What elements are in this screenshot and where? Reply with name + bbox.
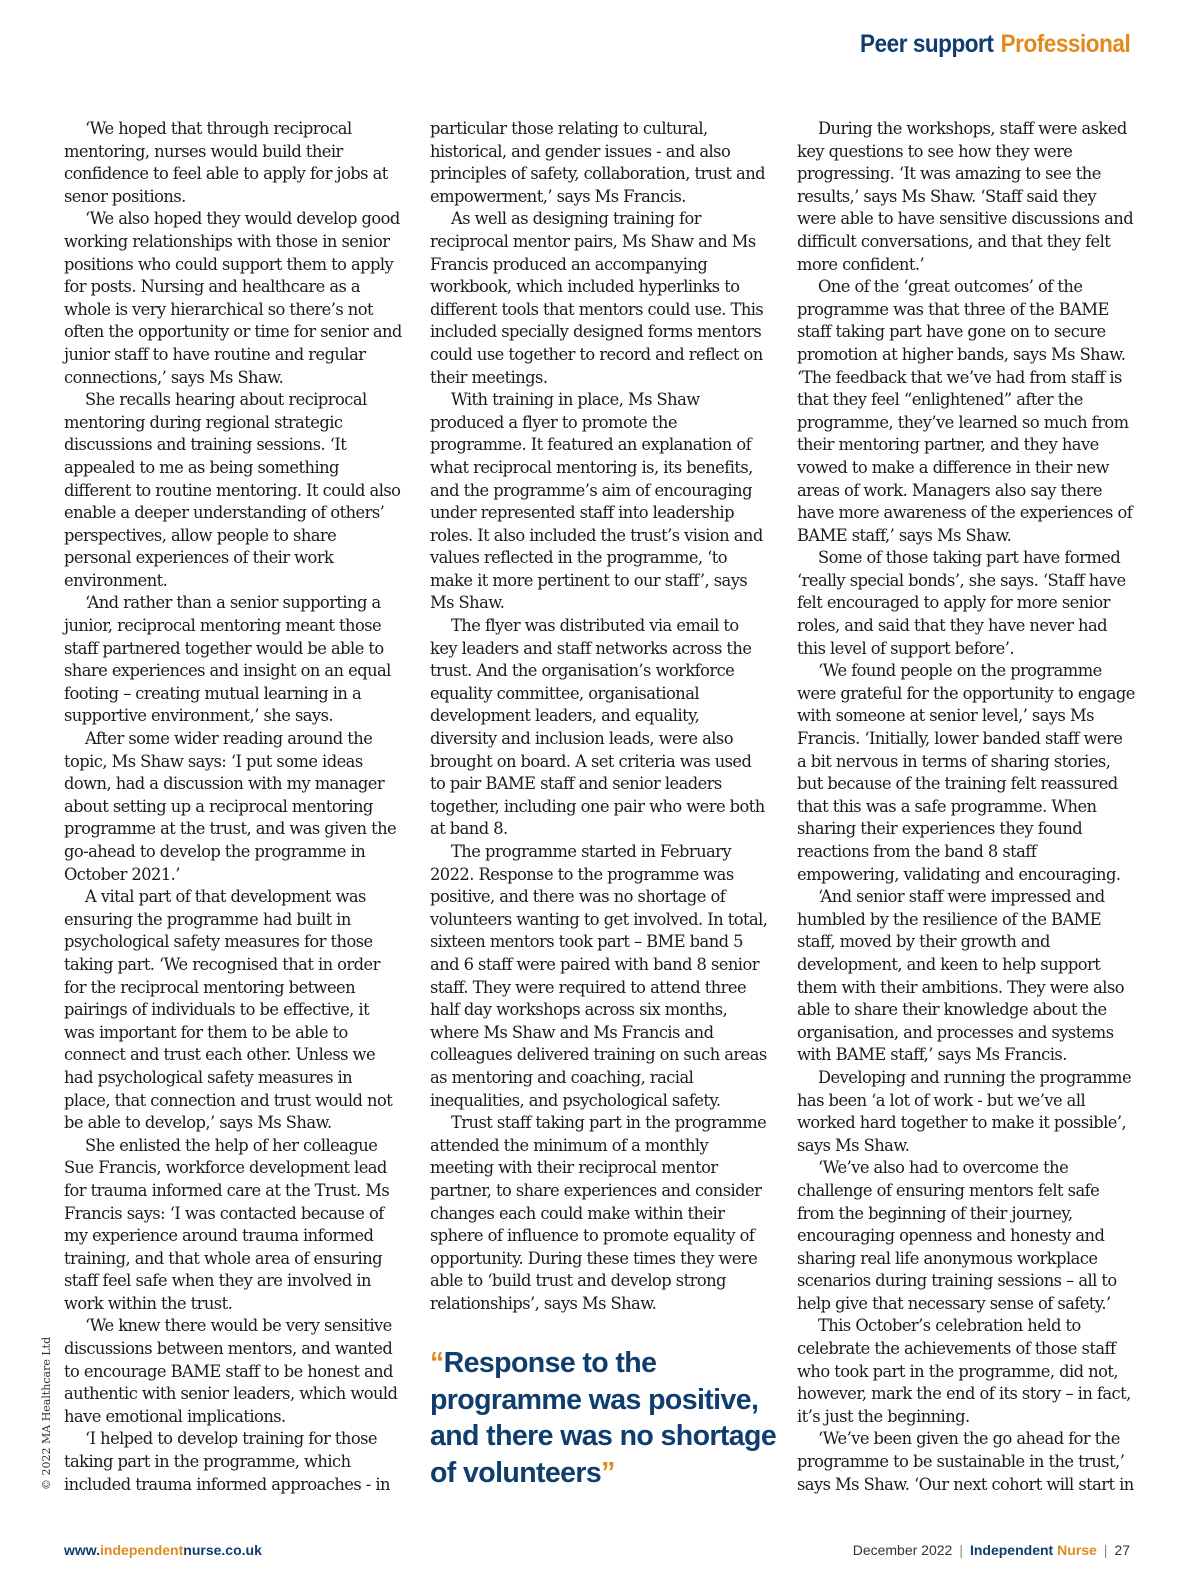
- publication-name-part1: Independent: [969, 1542, 1054, 1558]
- section-title: Peer support: [859, 30, 994, 58]
- website-link[interactable]: [64, 1542, 262, 1558]
- paragraph: One of the ‘great outcomes’ of the programme was that three of the BAME staff taking part have gone on to secure promotion at higher bands, says Ms Shaw. ‘The feedback that we’ve had from staff is that they feel “enlightened” after the programme, they’ve learned so much from their mentoring partner, and they have vowed to make a difference in their new areas of work. Managers also say there have more awareness of the experiences of BAME staff,’ says Ms Shaw.: [797, 277, 1133, 545]
- paragraph: This October’s celebration held to celebrate the achievements of those staff who took part in the programme, did not, however, mark the end of its story – in fact, it’s just the beginning.: [797, 1316, 1131, 1426]
- article-column-2: [430, 118, 768, 1315]
- paragraph: ‘We’ve been given the go ahead for the programme to be sustainable in the trust,’ says Ms Shaw. ‘Our next cohort will start in: [797, 1429, 1134, 1494]
- url-brand: independent: [100, 1542, 184, 1558]
- pull-quote: [430, 1345, 780, 1491]
- paragraph: particular those relating to cultural, historical, and gender issues - and also principles of safety, collaboration, trust and empowerment,’ says Ms Francis.: [430, 119, 766, 206]
- separator: |: [1103, 1542, 1108, 1558]
- paragraph: With training in place, Ms Shaw produced a flyer to promote the programme. It featured an explanation of what reciprocal mentoring is, its benefits, and the programme’s aim of encouraging under represented staff into leadership roles. It also included the trust’s vision and values reflected in the programme, ‘to make it more pertinent to our staff’, says Ms Shaw.: [430, 390, 763, 613]
- open-quote-mark: “: [430, 1347, 444, 1379]
- paragraph: ‘We also hoped they would develop good working relationships with those in senior positions who could support them to apply for posts. Nursing and healthcare as a whole is very hierarchical so there’s not often the opportunity or time for senior and junior staff to have routine and regular connections,’ says Ms Shaw.: [64, 209, 402, 387]
- paragraph: As well as designing training for reciprocal mentor pairs, Ms Shaw and Ms Francis produced an accompanying workbook, which included hyperlinks to different tools that mentors could use. This included specially designed forms mentors could use together to record and reflect on their meetings.: [430, 209, 764, 387]
- article-column-3: [797, 118, 1135, 1496]
- running-header: [860, 30, 1130, 59]
- paragraph: During the workshops, staff were asked key questions to see how they were progressing. ‘It was amazing to see the results,’ says Ms Shaw. ‘Staff said they were able to have sensitive discussions and difficult conversations, and that they felt more confident.’: [797, 119, 1134, 274]
- paragraph: After some wider reading around the topic, Ms Shaw says: ‘I put some ideas down, had a discussion with my manager about setting up a reciprocal mentoring programme at the trust, and was given the go-ahead to develop the programme in October 2021.’: [64, 729, 397, 884]
- separator: |: [959, 1542, 963, 1558]
- issue-date: December 2022: [852, 1542, 953, 1558]
- article-column-1: [64, 118, 402, 1496]
- page-number: 27: [1114, 1542, 1130, 1558]
- publication-name-part2: Nurse: [1057, 1542, 1097, 1558]
- copyright-notice: © 2022 MA Healthcare Ltd: [40, 1336, 53, 1490]
- paragraph: ‘We hoped that through reciprocal mentoring, nurses would build their confidence to feel able to apply for jobs at senor positions.: [64, 119, 388, 206]
- paragraph: She enlisted the help of her colleague Sue Francis, workforce development lead for trauma informed care at the Trust. Ms Francis says: ‘I was contacted because of my experience around trauma informed training, and that whole area of ensuring staff feel safe when they are involved in work within the trust.: [64, 1135, 390, 1313]
- pull-quote-text: Response to the programme was positive, and there was no shortage of volunteers: [430, 1347, 777, 1489]
- url-prefix: www.: [64, 1542, 101, 1558]
- paragraph: A vital part of that development was ensuring the programme had built in psychological safety measures for those taking part. ‘We recognised that in order for the reciprocal mentoring between pairings of individuals to be effective, it was important for them to be able to connect and trust each other. Unless we had psychological safety measures in place, that connection and trust would not be able to develop,’ says Ms Shaw.: [64, 887, 393, 1133]
- paragraph: She recalls hearing about reciprocal mentoring during regional strategic discussions and training sessions. ‘It appealed to me as being something different to routine mentoring. It could also enable a deeper understanding of others’ perspectives, allow people to share personal experiences of their work environment.: [64, 390, 401, 590]
- paragraph: ‘We found people on the programme were grateful for the opportunity to engage with someone at senior level,’ says Ms Francis. ‘Initially, lower banded staff were a bit nervous in terms of sharing stories, but because of the training felt reassured that this was a safe programme. When sharing their experiences they found reactions from the band 8 staff empowering, validating and encouraging.: [797, 661, 1135, 884]
- page-footer: [64, 1542, 1130, 1562]
- category-label: Professional: [1000, 30, 1130, 58]
- paragraph: Developing and running the programme has been ‘a lot of work - but we’ve all worked hard together to make it possible’, says Ms Shaw.: [797, 1067, 1132, 1155]
- paragraph: ‘And rather than a senior supporting a junior, reciprocal mentoring meant those staff partnered together would be able to share experiences and insight on an equal footing – creating mutual learning in a supportive environment,’ she says.: [64, 593, 391, 726]
- close-quote-mark: ”: [601, 1456, 615, 1489]
- paragraph: ‘I helped to develop training for those taking part in the programme, which included trauma informed approaches - in: [64, 1429, 390, 1494]
- paragraph: Trust staff taking part in the programme attended the minimum of a monthly meeting with their reciprocal mentor partner, to share experiences and consider changes each could make within their sphere of influence to promote equality of opportunity. During these times they were able to ‘build trust and develop strong relationships’, says Ms Shaw.: [430, 1113, 767, 1313]
- paragraph: ‘We’ve also had to overcome the challenge of ensuring mentors felt safe from the beginning of their journey, encouraging openness and honesty and sharing real life anonymous workplace scenarios during training sessions – all to help give that necessary sense of safety.’: [797, 1158, 1117, 1313]
- paragraph: ‘We knew there would be very sensitive discussions between mentors, and wanted to encourage BAME staff to be honest and authentic with senior leaders, which would have emotional implications.: [64, 1316, 398, 1426]
- paragraph: Some of those taking part have formed ‘really special bonds’, she says. ‘Staff have felt encouraged to apply for more senior roles, and said that they have never had this level of support before’.: [797, 548, 1126, 658]
- paragraph: ‘And senior staff were impressed and humbled by the resilience of the BAME staff, moved by their growth and development, and keen to help support them with their ambitions. They were also able to share their knowledge about the organisation, and processes and systems with BAME staff,’ says Ms Francis.: [797, 887, 1125, 1065]
- url-suffix: nurse.co.uk: [183, 1542, 262, 1558]
- paragraph: The programme started in February 2022. Response to the programme was positive, and there was no shortage of volunteers wanting to get involved. In total, sixteen mentors took part – BME band 5 and 6 staff were paired with band 8 senior staff. They were required to attend three half day workshops across six months, where Ms Shaw and Ms Francis and colleagues delivered training on such areas as mentoring and coaching, racial inequalities, and psychological safety.: [430, 842, 768, 1110]
- paragraph: The flyer was distributed via email to key leaders and staff networks across the trust. And the organisation’s workforce equality committee, organisational development leaders, and equality, diversity and inclusion leads, were also brought on board. A set criteria was used to pair BAME staff and senior leaders together, including one pair who were both at band 8.: [430, 616, 765, 839]
- footer-meta: [853, 1542, 1130, 1558]
